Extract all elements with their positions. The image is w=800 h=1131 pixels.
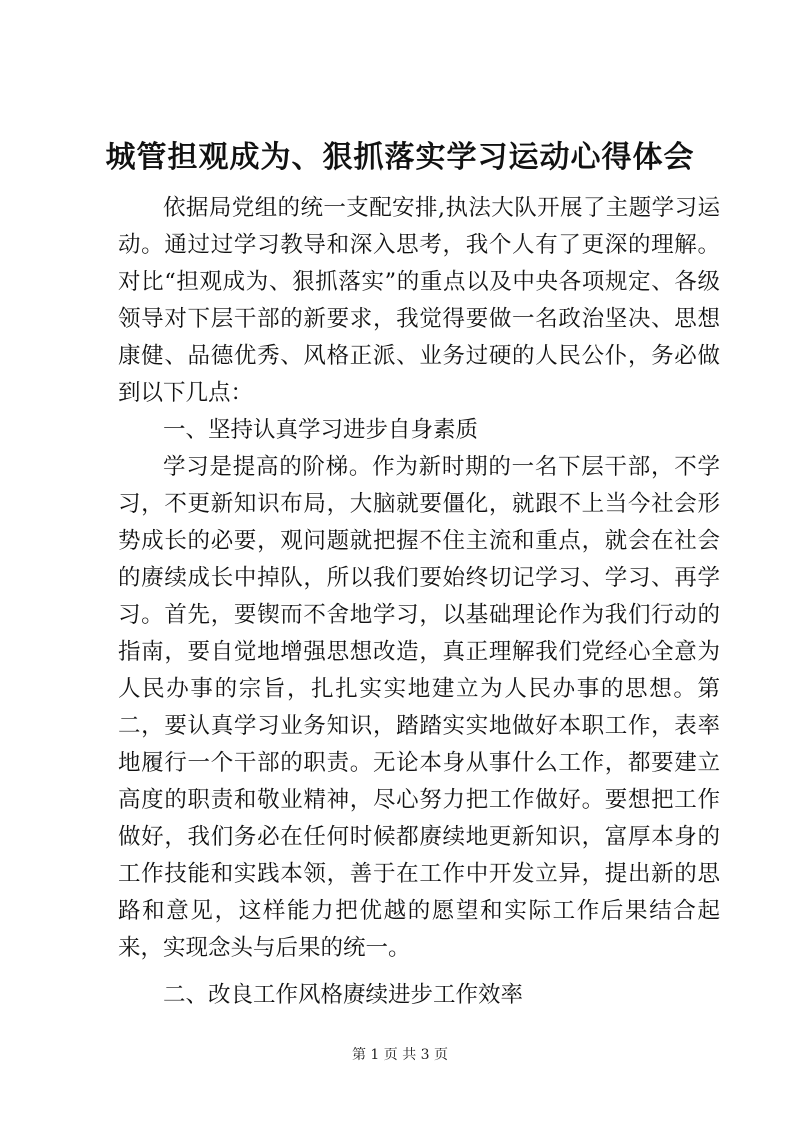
- document-body: [118, 190, 720, 1014]
- intro-paragraph: 依据局党组的统一支配安排,执法大队开展了主题学习运动。通过过学习教导和深入思考，我个人有了更深的理解。对比“担观成为、狠抓落实”的重点以及中央各项规定、各级领导对下层干部的新要求，我觉得要做一名政治坚决、思想康健、品德优秀、风格正派、业务过硬的人民公仆，务必做到以下几点：: [118, 195, 720, 406]
- section-heading-1: 一、坚持认真学习进步自身素质: [163, 417, 479, 443]
- page-footer: 第 1 页 共 3 页: [351, 1047, 449, 1063]
- body-paragraph-1: 学习是提高的阶梯。作为新时期的一名下层干部，不学习，不更新知识布局，大脑就要僵化，就跟不上当今社会形势成长的必要，观问题就把握不住主流和重点，就会在社会的赓续成长中掉队，所以我们要始终切记学习、学习、再学习。首先，要锲而不舍地学习，以基础理论作为我们行动的指南，要自觉地增强思想改造，真正理解我们党经心全意为人民办事的宗旨，扎扎实实地建立为人民办事的思想。第二，要认真学习业务知识，踏踏实实地做好本职工作，表率地履行一个干部的职责。无论本身从事什么工作，都要建立高度的职责和敬业精神，尽心努力把工作做好。要想把工作做好，我们务必在任何时候都赓续地更新知识，富厚本身的工作技能和实践本领，善于在工作中开发立异，提出新的思路和意见，这样能力把优越的愿望和实际工作后果结合起来，实现念头与后果的统一。: [118, 454, 720, 961]
- document-title: 城管担观成为、狠抓落实学习运动心得体会: [105, 140, 695, 175]
- section-heading-2: 二、改良工作风格赓续进步工作效率: [163, 982, 524, 1008]
